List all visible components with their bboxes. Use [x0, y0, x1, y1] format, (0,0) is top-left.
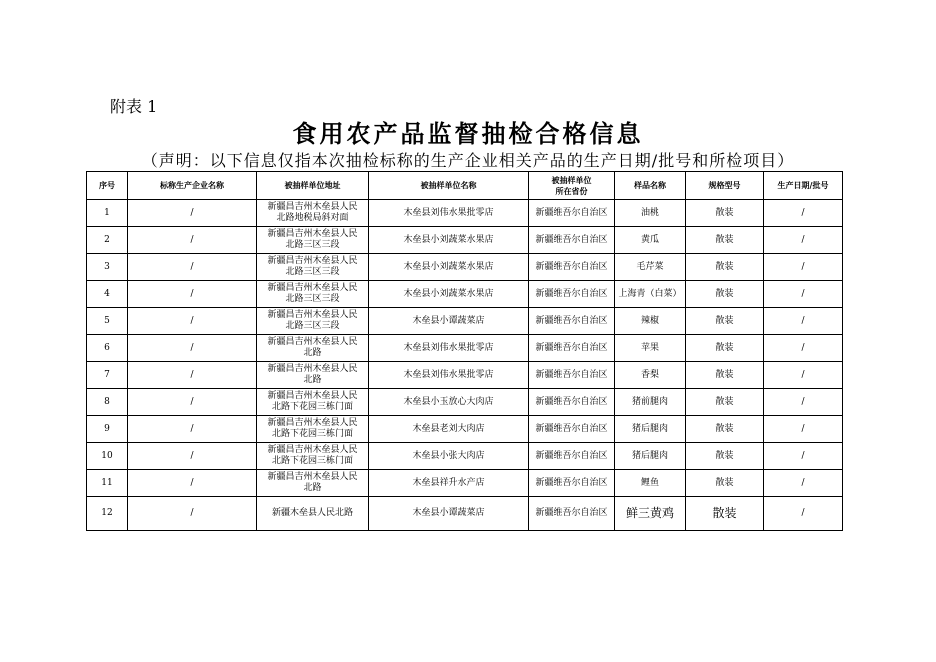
table-cell: 新疆维吾尔自治区 [529, 389, 615, 416]
table-cell: / [128, 443, 257, 470]
table-cell: 12 [87, 497, 128, 531]
table-cell: 鲜三黄鸡 [615, 497, 686, 531]
header-cell: 被抽样单位名称 [369, 172, 529, 200]
table-cell: / [764, 254, 843, 281]
table-cell: 新疆昌吉州木垒县人民 北路 [257, 362, 369, 389]
table-cell: 木垒县刘伟水果批零店 [369, 200, 529, 227]
table-cell: 木垒县刘伟水果批零店 [369, 362, 529, 389]
table-cell: / [764, 497, 843, 531]
table-cell: 毛芹菜 [615, 254, 686, 281]
table-cell: 辣椒 [615, 308, 686, 335]
table-cell: 新疆昌吉州木垒县人民 北路三区三段 [257, 227, 369, 254]
table-cell: 木垒县老刘大肉店 [369, 416, 529, 443]
table-cell: 木垒县小玉放心大肉店 [369, 389, 529, 416]
table-cell: / [764, 227, 843, 254]
table-cell: / [128, 470, 257, 497]
table-cell: / [128, 335, 257, 362]
table-cell: 2 [87, 227, 128, 254]
table-cell: 香梨 [615, 362, 686, 389]
table-cell: 散装 [686, 281, 764, 308]
table-cell: 苹果 [615, 335, 686, 362]
table-cell: 新疆维吾尔自治区 [529, 281, 615, 308]
table-cell: 1 [87, 200, 128, 227]
table-cell: 散装 [686, 308, 764, 335]
table-cell: 散装 [686, 497, 764, 531]
header-cell: 生产日期/批号 [764, 172, 843, 200]
table-cell: 散装 [686, 200, 764, 227]
table-cell: 新疆昌吉州木垒县人民 北路三区三段 [257, 308, 369, 335]
header-cell: 被抽样单位 所在省份 [529, 172, 615, 200]
table-cell: 新疆维吾尔自治区 [529, 443, 615, 470]
table-cell: 木垒县小张大肉店 [369, 443, 529, 470]
table-cell: 新疆维吾尔自治区 [529, 497, 615, 531]
header-cell: 标称生产企业名称 [128, 172, 257, 200]
table-cell: 新疆昌吉州木垒县人民 北路下花园三栋门面 [257, 443, 369, 470]
table-cell: / [128, 308, 257, 335]
table-cell: 11 [87, 470, 128, 497]
table-row [87, 200, 843, 227]
table-cell: 4 [87, 281, 128, 308]
table-cell: / [128, 497, 257, 531]
table-row [87, 497, 843, 531]
table-cell: / [764, 200, 843, 227]
table-row [87, 416, 843, 443]
table-row [87, 470, 843, 497]
table-cell: / [764, 470, 843, 497]
table-cell: 新疆维吾尔自治区 [529, 200, 615, 227]
table-cell: / [128, 389, 257, 416]
appendix-label: 附表 1 [110, 97, 158, 116]
table-cell: 木垒县刘伟水果批零店 [369, 335, 529, 362]
table-row [87, 281, 843, 308]
table-row [87, 443, 843, 470]
table-row [87, 308, 843, 335]
table-cell: 新疆昌吉州木垒县人民 北路 [257, 470, 369, 497]
table-cell: 新疆维吾尔自治区 [529, 335, 615, 362]
table-cell: 上海青（白菜） [615, 281, 686, 308]
table-row [87, 227, 843, 254]
table-cell: 3 [87, 254, 128, 281]
table-cell: 8 [87, 389, 128, 416]
header-cell: 样品名称 [615, 172, 686, 200]
table-cell: 木垒县小刘蔬菜水果店 [369, 227, 529, 254]
table-cell: 散装 [686, 335, 764, 362]
table-row [87, 362, 843, 389]
table-cell: 新疆昌吉州木垒县人民 北路 [257, 335, 369, 362]
table-cell: 新疆维吾尔自治区 [529, 227, 615, 254]
header-cell: 规格型号 [686, 172, 764, 200]
table-cell: 木垒县小谭蔬菜店 [369, 497, 529, 531]
table-cell: 散装 [686, 443, 764, 470]
table-cell: 散装 [686, 389, 764, 416]
table-cell: / [764, 308, 843, 335]
table-cell: 新疆维吾尔自治区 [529, 308, 615, 335]
table-cell: 新疆昌吉州木垒县人民 北路下花园三栋门面 [257, 416, 369, 443]
table-cell: 5 [87, 308, 128, 335]
table-cell: 9 [87, 416, 128, 443]
table-cell: / [764, 335, 843, 362]
table-cell: 新疆昌吉州木垒县人民 北路地税局斜对面 [257, 200, 369, 227]
table-cell: 木垒县小刘蔬菜水果店 [369, 281, 529, 308]
table-cell: 黄瓜 [615, 227, 686, 254]
table-cell: 猪前腿肉 [615, 389, 686, 416]
table-cell: 木垒县小刘蔬菜水果店 [369, 254, 529, 281]
table-cell: 油桃 [615, 200, 686, 227]
table-cell: 猪后腿肉 [615, 443, 686, 470]
header-cell: 被抽样单位地址 [257, 172, 369, 200]
table-cell: 6 [87, 335, 128, 362]
table-header-row [87, 172, 843, 200]
table-cell: 新疆木垒县人民北路 [257, 497, 369, 531]
table-cell: / [128, 200, 257, 227]
table-cell: / [128, 254, 257, 281]
table-cell: 新疆昌吉州木垒县人民 北路三区三段 [257, 254, 369, 281]
table-cell: 10 [87, 443, 128, 470]
table-cell: 木垒县祥升水产店 [369, 470, 529, 497]
table-row [87, 335, 843, 362]
header-cell: 序号 [87, 172, 128, 200]
table-row [87, 389, 843, 416]
table-cell: 散装 [686, 416, 764, 443]
table-cell: 新疆维吾尔自治区 [529, 362, 615, 389]
table-cell: 猪后腿肉 [615, 416, 686, 443]
table-cell: 新疆维吾尔自治区 [529, 416, 615, 443]
table-row [87, 254, 843, 281]
table-cell: / [764, 281, 843, 308]
table-cell: 新疆维吾尔自治区 [529, 254, 615, 281]
table-cell: 散装 [686, 470, 764, 497]
inspection-table [86, 171, 843, 531]
table-cell: 散装 [686, 227, 764, 254]
table-cell: 7 [87, 362, 128, 389]
document-subtitle: （声明：以下信息仅指本次抽检标称的生产企业相关产品的生产日期/批号和所检项目） [141, 151, 795, 170]
table-cell: / [128, 362, 257, 389]
table-cell: / [128, 227, 257, 254]
table-cell: / [764, 362, 843, 389]
table-cell: 新疆维吾尔自治区 [529, 470, 615, 497]
table-cell: 新疆昌吉州木垒县人民 北路下花园三栋门面 [257, 389, 369, 416]
table-cell: 散装 [686, 362, 764, 389]
table-cell: 木垒县小谭蔬菜店 [369, 308, 529, 335]
table-cell: 新疆昌吉州木垒县人民 北路三区三段 [257, 281, 369, 308]
table-cell: / [764, 389, 843, 416]
table-cell: 散装 [686, 254, 764, 281]
table-body [87, 200, 843, 531]
table-cell: / [764, 443, 843, 470]
table-cell: / [128, 416, 257, 443]
table-cell: / [764, 416, 843, 443]
table-cell: 鲤鱼 [615, 470, 686, 497]
document-title: 食用农产品监督抽检合格信息 [292, 119, 644, 148]
table-cell: / [128, 281, 257, 308]
